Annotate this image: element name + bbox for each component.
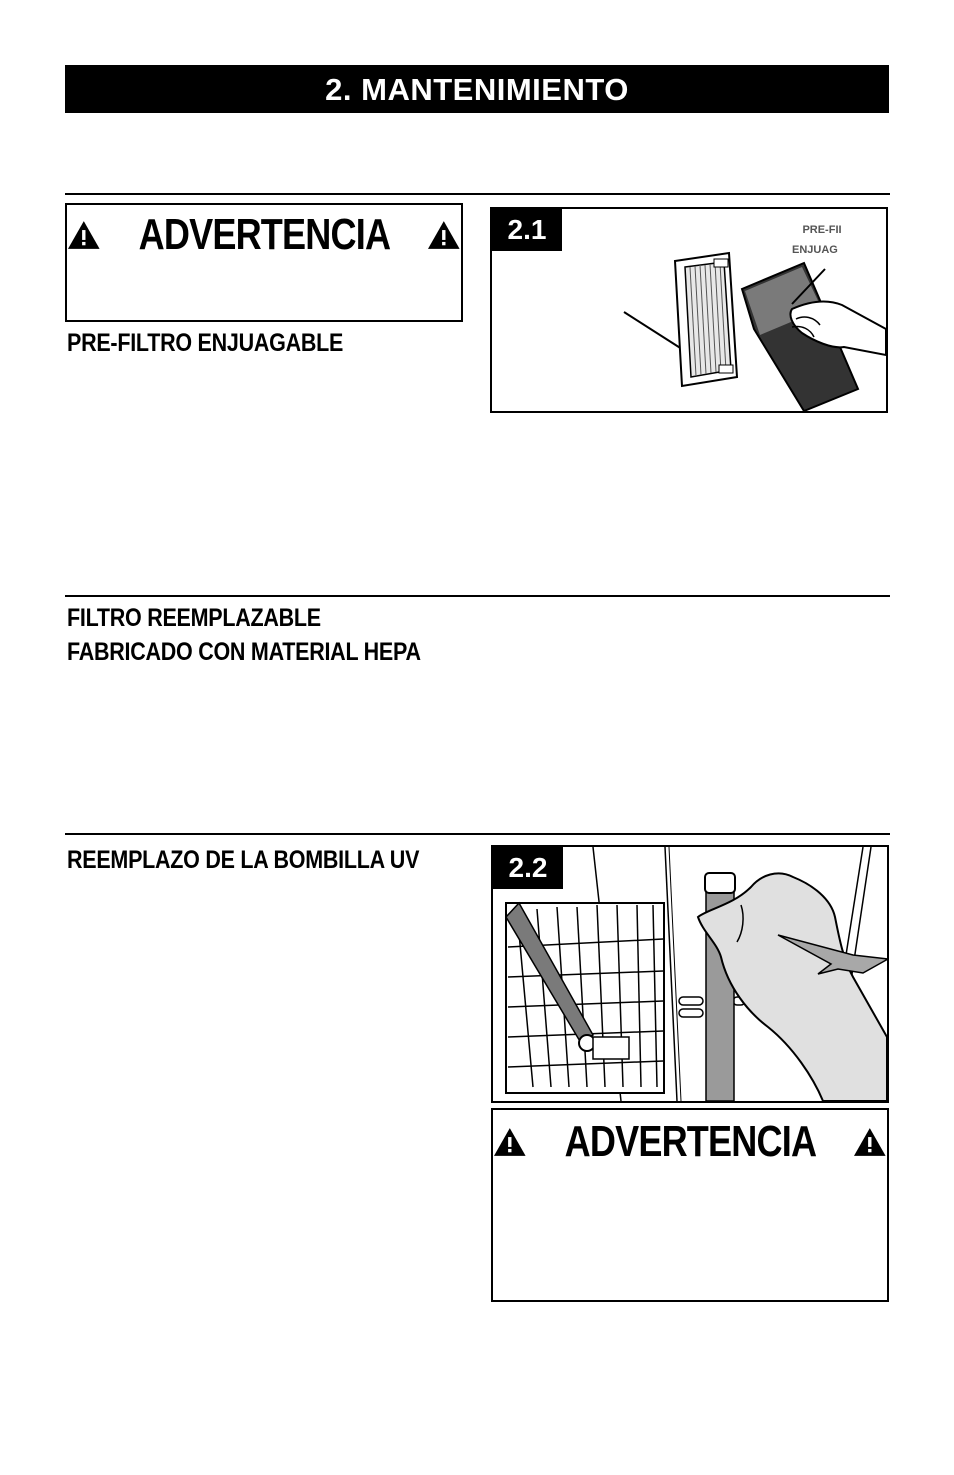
warning-title-top <box>67 210 461 259</box>
section-title-bar <box>65 65 889 113</box>
warning-box-top <box>65 203 463 322</box>
section-title: 2. MANTENIMIENTO <box>325 72 629 107</box>
divider-middle <box>65 595 890 597</box>
figure-2-2 <box>491 845 889 1103</box>
divider-top <box>65 193 890 195</box>
heading-uv-bulb: REEMPLAZO DE LA BOMBILLA UV <box>67 846 420 874</box>
figure-2-1-illustration <box>492 209 886 411</box>
figure-2-2-number: 2.2 <box>493 847 563 889</box>
figure-2-1 <box>490 207 888 413</box>
heading-hepa-line1: FILTRO REEMPLAZABLE <box>67 604 321 632</box>
warning-triangle-icon <box>67 220 101 250</box>
heading-prefilter: PRE-FILTRO ENJUAGABLE <box>67 329 344 357</box>
divider-bottom <box>65 833 890 835</box>
warning-box-bottom <box>491 1108 889 1302</box>
warning-triangle-icon <box>493 1127 527 1157</box>
warning-triangle-icon <box>853 1127 887 1157</box>
figure-2-1-callout-line1: PRE-FII <box>802 224 842 236</box>
warning-triangle-icon <box>427 220 461 250</box>
warning-label-top: ADVERTENCIA <box>138 210 390 259</box>
figure-2-1-callout-line2: ENJUAG <box>792 244 838 256</box>
heading-hepa-line2: FABRICADO CON MATERIAL HEPA <box>67 638 421 666</box>
warning-title-bottom <box>493 1117 887 1166</box>
figure-2-1-number: 2.1 <box>492 209 562 251</box>
warning-label-bottom: ADVERTENCIA <box>564 1117 816 1166</box>
